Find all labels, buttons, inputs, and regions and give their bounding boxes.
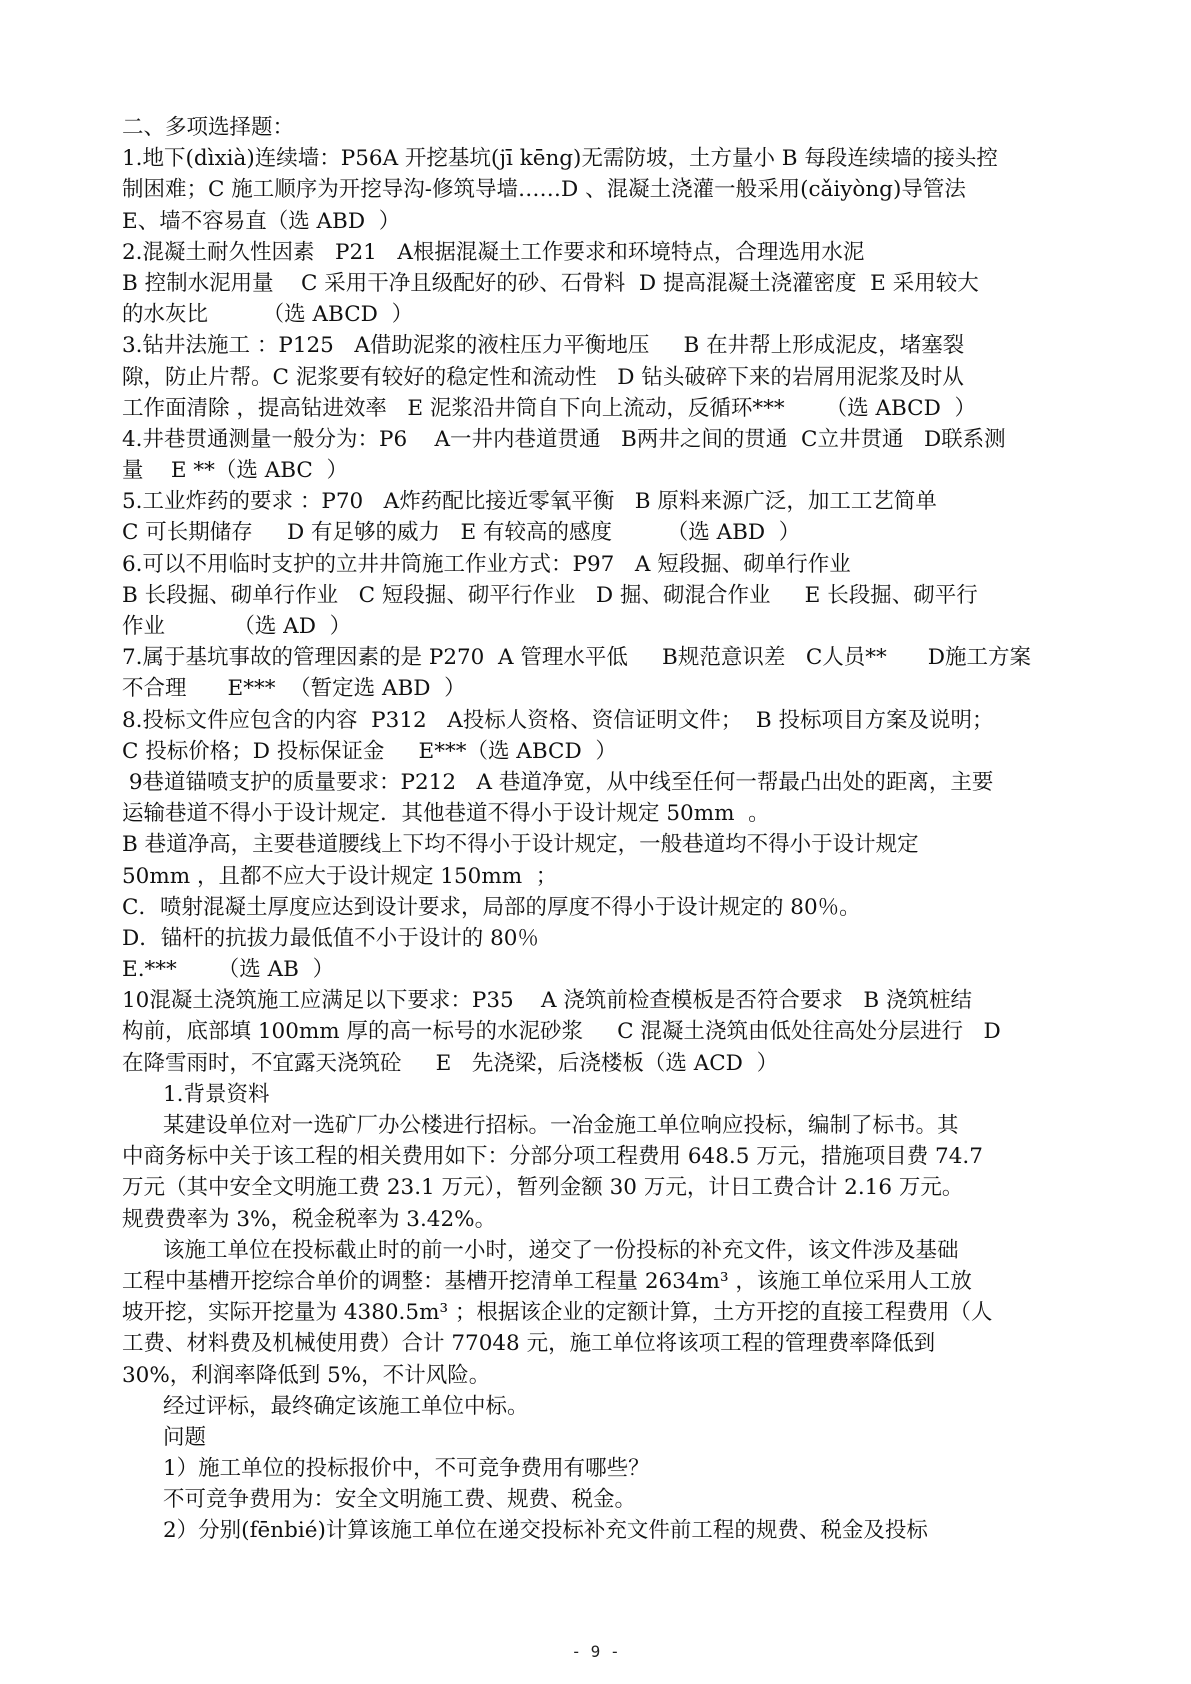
text-line: 2）分别(fēnbié)计算该施工单位在递交投标补充文件前工程的规费、税金及投标 — [122, 1518, 928, 1544]
text-line: E、墙不容易直（选 ABD ） — [122, 208, 401, 234]
text-line: 万元（其中安全文明施工费 23.1 万元），暂列金额 30 万元，计日工费合计 2.16 万元。 — [122, 1175, 964, 1201]
text-line: 该施工单位在投标截止时的前一小时，递交了一份投标的补充文件，该文件涉及基础 — [122, 1237, 959, 1263]
text-line: 30%，利润率降低到 5%，不计风险。 — [122, 1362, 491, 1388]
text-line: B 长段掘、砌单行作业 C 短段掘、砌平行作业 D 掘、砌混合作业 E 长段掘、砌平行 — [122, 582, 978, 608]
text-line: 问题 — [122, 1424, 207, 1450]
text-line: 2.混凝土耐久性因素 P21 A根据混凝土工作要求和环境特点，合理选用水泥 — [122, 239, 865, 265]
text-line: C．喷射混凝土厚度应达到设计要求，局部的厚度不得小于设计规定的 80％。 — [122, 894, 861, 920]
text-line: 50mm ，且都不应大于设计规定 150mm ； — [122, 863, 558, 889]
text-line: 中商务标中关于该工程的相关费用如下：分部分项工程费用 648.5 万元，措施项目费 74.7 — [122, 1144, 983, 1170]
text-line: 工程中基槽开挖综合单价的调整：基槽开挖清单工程量 2634m³ ，该施工单位采用人工放 — [122, 1268, 972, 1294]
text-line: 某建设单位对一选矿厂办公楼进行招标。一冶金施工单位响应投标，编制了标书。其 — [122, 1113, 959, 1138]
text-line: 1.背景资料 — [122, 1081, 270, 1107]
text-line: 3.钻井法施工 ：P125 A借助泥浆的液柱压力平衡地压 B 在井帮上形成泥皮，堵塞裂 — [122, 333, 965, 359]
text-line: E.*** （选 AB ） — [122, 957, 335, 983]
text-line: B 巷道净高，主要巷道腰线上下均不得小于设计规定，一般巷道均不得小于设计规定 — [122, 832, 919, 858]
text-line: 制困难；C 施工顺序为开挖导沟-修筑导墙……D 、混凝土浇灌一般采用(cǎiyòng)导管法 — [122, 177, 966, 203]
text-line: B 控制水泥用量 C 采用干净且级配好的砂、石骨料 D 提高混凝土浇灌密度 E 采用较大 — [122, 270, 979, 296]
text-line: 工费、材料费及机械使用费）合计 77048 元，施工单位将该项工程的管理费率降低到 — [122, 1331, 936, 1357]
text-line: 1.地下(dìxià)连续墙：P56A 开挖基坑(jī kēng)无需防坡，土方量小 B 每段连续墙的接头控 — [122, 146, 998, 172]
text-line: C 可长期储存 D 有足够的威力 E 有较高的感度 （选 ABD ） — [122, 520, 801, 546]
text-line: 不可竞争费用为：安全文明施工费、规费、税金。 — [122, 1487, 637, 1513]
text-line: 作业 （选 AD ） — [122, 614, 352, 639]
text-line: 构前，底部填 100mm 厚的高一标号的水泥砂浆 C 混凝土浇筑由低处往高处分层进行 D — [122, 1019, 1001, 1045]
text-line: 4.井巷贯通测量一般分为：P6 A一井内巷道贯通 B两井之间的贯通 C立井贯通 D联系测 — [122, 426, 1006, 452]
text-line: C 投标价格；D 投标保证金 E***（选 ABCD ） — [122, 738, 617, 764]
text-line: 坡开挖，实际开挖量为 4380.5m³ ；根据该企业的定额计算，土方开挖的直接工程费用（人 — [122, 1300, 993, 1326]
text-line: 5.工业炸药的要求 ：P70 A炸药配比接近零氧平衡 B 原料来源广泛，加工工艺简单 — [122, 489, 937, 515]
text-line: 规费费率为 3%，税金税率为 3.42%。 — [122, 1206, 497, 1232]
page-number: - 9 - — [571, 1642, 620, 1661]
text-line: 9巷道锚喷支护的质量要求：P212 A 巷道净宽，从中线至任何一帮最凸出处的距离，主要 — [122, 769, 994, 795]
text-line: 1）施工单位的投标报价中，不可竞争费用有哪些？ — [122, 1456, 650, 1482]
document-body — [122, 112, 1082, 1547]
text-line: 6.可以不用临时支护的立井井筒施工作业方式：P97 A 短段掘、砌单行作业 — [122, 551, 851, 577]
text-line: 经过评标，最终确定该施工单位中标。 — [122, 1393, 529, 1419]
text-line: 量 E **（选 ABC ） — [122, 458, 349, 484]
text-line: 的水灰比 （选 ABCD ） — [122, 302, 414, 328]
text-line: 8.投标文件应包含的内容 P312 A投标人资格、资信证明文件； B 投标项目方案及说明； — [122, 707, 994, 733]
text-line: D．锚杆的抗拔力最低值不小于设计的 80％ — [122, 925, 539, 951]
text-line: 不合理 E*** （暂定选 ABD ） — [122, 676, 466, 702]
text-line: 10混凝土浇筑施工应满足以下要求：P35 A 浇筑前检查模板是否符合要求 B 浇筑桩结 — [122, 988, 973, 1014]
text-line: 7.属于基坑事故的管理因素的是 P270 A 管理水平低 B规范意识差 C人员** D施工方案 — [122, 645, 1032, 671]
text-line: 工作面清除 ，提高钻进效率 E 泥浆沿井筒自下向上流动，反循环*** （选 ABCD ） — [122, 395, 977, 421]
text-line: 在降雪雨时，不宜露天浇筑砼 E 先浇梁，后浇楼板（选 ACD ） — [122, 1050, 779, 1076]
text-line: 运输巷道不得小于设计规定．其他巷道不得小于设计规定 50mm 。 — [122, 801, 770, 827]
text-line: 二、多项选择题： — [122, 115, 295, 140]
text-line: 隙，防止片帮。C 泥浆要有较好的稳定性和流动性 D 钻头破碎下来的岩屑用泥浆及时从 — [122, 364, 964, 390]
